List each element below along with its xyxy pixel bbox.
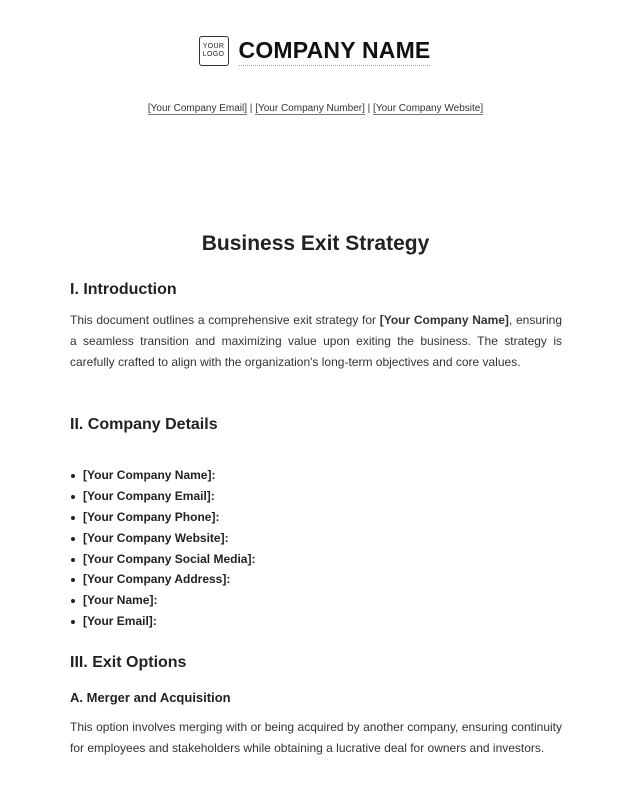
bullet-icon bbox=[71, 516, 75, 520]
list-item: [Your Company Phone]: bbox=[70, 507, 255, 528]
intro-text-start: This document outlines a comprehensive exit strategy for bbox=[70, 313, 380, 327]
bullet-icon bbox=[71, 495, 75, 499]
merger-paragraph: This option involves merging with or being acquired by another company, ensuring continuity for employees and stakeholders while obtaining a lucrative deal for owners and investors. bbox=[70, 720, 562, 755]
bullet-icon bbox=[71, 537, 75, 541]
contact-line bbox=[0, 103, 631, 114]
document-header bbox=[0, 34, 631, 68]
introduction-paragraph bbox=[70, 310, 562, 373]
bullet-icon bbox=[71, 620, 75, 624]
logo-text-line1: YOUR bbox=[202, 43, 225, 50]
bullet-icon bbox=[71, 474, 75, 478]
company-name: COMPANY NAME bbox=[239, 37, 431, 66]
section-heading-exit-options: III. Exit Options bbox=[70, 654, 187, 671]
bullet-icon bbox=[71, 578, 75, 582]
list-item: [Your Company Email]: bbox=[70, 486, 255, 507]
list-item: [Your Company Social Media]: bbox=[70, 549, 255, 570]
section-heading-introduction: I. Introduction bbox=[70, 281, 177, 298]
company-website: [Your Company Website] bbox=[373, 103, 484, 114]
list-item: [Your Email]: bbox=[70, 611, 255, 632]
subsection-heading-merger: A. Merger and Acquisition bbox=[70, 690, 231, 705]
bullet-icon bbox=[71, 558, 75, 562]
bullet-icon bbox=[71, 599, 75, 603]
logo-text-line2: LOGO bbox=[202, 51, 225, 58]
separator: | bbox=[367, 103, 371, 114]
company-number: [Your Company Number] bbox=[255, 103, 365, 114]
intro-text-end: , ensuring a seamless transition and maximizing value upon exiting the business. The strategy is carefully crafted to align with the organization's long-term objectives and core values. bbox=[70, 313, 563, 369]
company-details-list bbox=[70, 465, 255, 632]
document-title: Business Exit Strategy bbox=[201, 232, 430, 255]
list-item: [Your Company Name]: bbox=[70, 465, 255, 486]
list-item: [Your Company Website]: bbox=[70, 528, 255, 549]
separator: | bbox=[249, 103, 253, 114]
company-email: [Your Company Email] bbox=[147, 103, 248, 114]
logo-placeholder bbox=[199, 36, 229, 66]
list-item: [Your Company Address]: bbox=[70, 569, 255, 590]
intro-company-name: [Your Company Name] bbox=[379, 313, 509, 327]
section-heading-company-details: II. Company Details bbox=[70, 416, 218, 433]
list-item: [Your Name]: bbox=[70, 590, 255, 611]
